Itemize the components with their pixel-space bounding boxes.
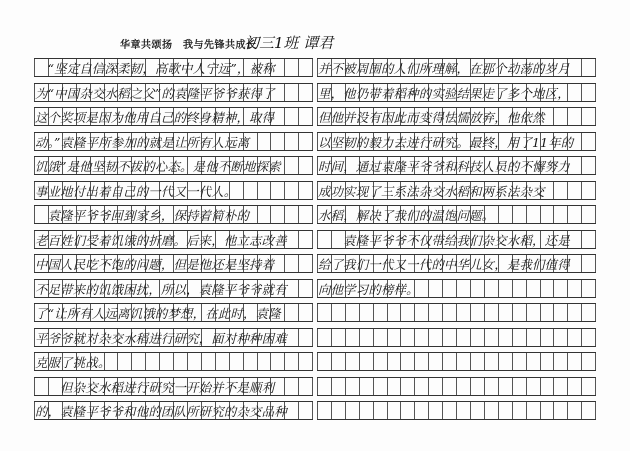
handwritten-line xyxy=(317,378,596,397)
handwritten-line: 时间，通过袁隆平爷爷和科技人员的不懈努力 xyxy=(318,159,570,174)
handwritten-line: 成功实现了三系法杂交水稻和两系法杂交 xyxy=(318,183,545,199)
grid-row xyxy=(34,401,313,420)
grid-row xyxy=(317,205,596,224)
handwritten-line: 平爷爷就对杂交水稻进行研究，面对种种困难 xyxy=(35,330,287,346)
grid-row xyxy=(34,303,313,322)
grid-row xyxy=(317,132,596,151)
handwritten-line: 为“中国杂交水稻之父”的袁隆平爷爷获得了 xyxy=(35,85,275,101)
grid-row xyxy=(34,230,313,249)
handwritten-line: 里，他仍带着稻种的实验结果走了多个地区， xyxy=(318,85,570,101)
grid-row xyxy=(34,181,313,200)
handwritten-line: 水稻，解决了我们的温饱问题。 xyxy=(318,208,495,223)
grid-row xyxy=(317,107,596,126)
grid-row xyxy=(34,254,313,273)
handwritten-line: 的，袁隆平爷爷和他的团队所研究的杂交品种 xyxy=(35,404,287,419)
handwritten-line: 不足带来的饥饿困扰，所以，袁隆平爷爷就有 xyxy=(35,281,287,297)
handwritten-line: “坚定自信深柔韧，高歌中人宁远”，被称 xyxy=(35,61,275,76)
handwritten-line xyxy=(317,402,596,421)
grid-row xyxy=(317,230,596,249)
grid-row xyxy=(34,377,313,396)
grid-row xyxy=(317,181,596,200)
grid-row xyxy=(317,401,596,420)
grid-row xyxy=(34,132,313,151)
grid-row xyxy=(317,254,596,273)
grid-row xyxy=(317,156,596,175)
handwritten-line: 饥饿”是他坚韧不拔的心态。是他不断地探索 xyxy=(35,159,281,174)
handwritten-line: 事业地付出着自己的一代又一代人。 xyxy=(35,183,237,199)
grid-row xyxy=(34,279,313,298)
grid-row xyxy=(34,83,313,102)
grid-row xyxy=(34,352,313,371)
handwritten-line: 克服了挑战。 xyxy=(35,355,111,370)
grid-row xyxy=(317,58,596,77)
handwritten-line: 但他并没有因此而变得怯懦放弃，他依然 xyxy=(318,110,545,125)
grid-row xyxy=(34,156,313,175)
grid-row xyxy=(34,107,313,126)
left-manuscript-grid xyxy=(34,58,313,424)
right-manuscript-grid xyxy=(317,58,596,424)
handwritten-line: 这个奖项是因为他用自己的终身精神，取得 xyxy=(35,110,275,125)
grid-row xyxy=(317,328,596,347)
handwritten-line: 中国人民吃不饱的问题，但是他还是坚持着 xyxy=(35,257,275,272)
contest-title: 华章共颂扬 我与先锋共成长 xyxy=(120,40,257,51)
grid-row xyxy=(317,83,596,102)
grid-row xyxy=(317,377,596,396)
grid-row xyxy=(317,352,596,371)
handwritten-line: 老百姓们受着饥饿的折磨。后来，他立志改善 xyxy=(35,232,287,248)
handwritten-class-name: 初三1班 谭君 xyxy=(244,34,334,52)
handwritten-line: 袁隆平爷爷回到家乡，保持着简朴的 xyxy=(35,208,250,223)
handwritten-line: 了“让所有人远离饥饿的梦想，在此时，袁隆 xyxy=(35,306,281,321)
handwritten-line: 动。”袁隆平所参加的就是让所有人远离 xyxy=(35,134,250,150)
handwritten-line: 并不被周围的人们所理解，在那个动荡的岁月 xyxy=(318,61,570,76)
handwritten-line: 以坚韧的毅力去进行研究。最终，用了11年的 xyxy=(318,134,574,150)
handwritten-line xyxy=(317,304,596,323)
handwritten-line xyxy=(317,329,596,348)
grid-row xyxy=(34,328,313,347)
handwritten-line xyxy=(317,353,596,372)
page-header xyxy=(0,36,630,56)
grid-row xyxy=(317,303,596,322)
handwritten-line: 给了我们一代又一代的中华儿女，是我们值得 xyxy=(318,257,570,272)
handwritten-line: 向他学习的榜样。 xyxy=(318,281,419,297)
grid-row xyxy=(34,58,313,77)
grid-row xyxy=(317,279,596,298)
handwritten-line: 袁隆平爷爷不仅带给我们杂交水稻，还是 xyxy=(318,232,570,248)
grid-row xyxy=(34,205,313,224)
handwritten-line: 但杂交水稻进行研究一开始并不是顺利 xyxy=(35,379,275,395)
